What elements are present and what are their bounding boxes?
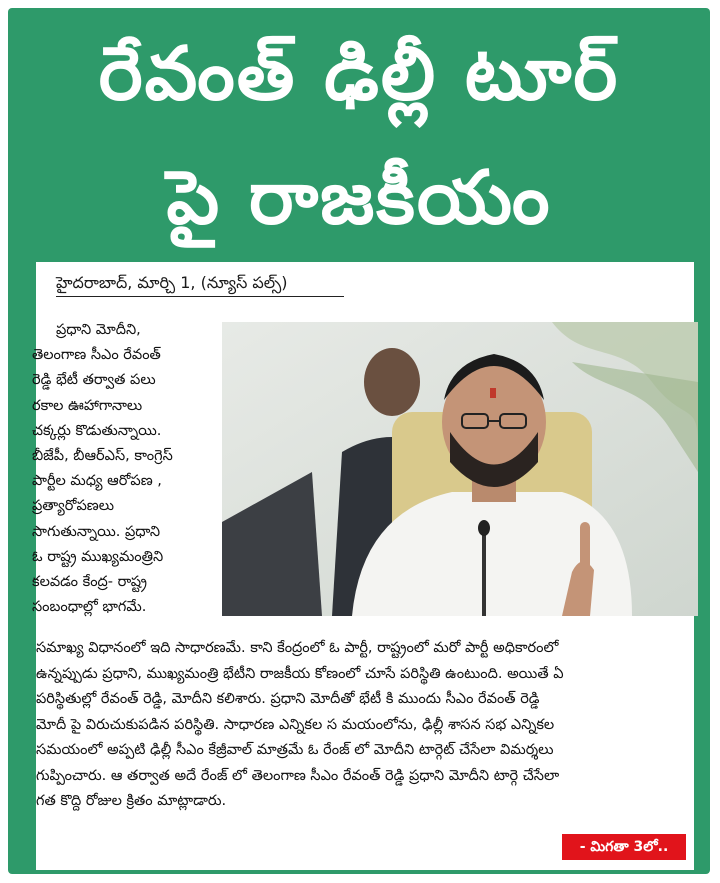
article-line: కలవడం కేంద్ర- రాష్ట్ర [32,574,147,591]
article-line: సమాఖ్య విధానంలో ఇది సాధారణమే. కాని కేంద్రంలో ఓ పార్టీ, రాష్ట్రంలో మరో పార్టీ అధికారంలో [36,640,559,656]
article-line: బీజేపీ, బీఆర్ఎస్, కాంగ్రెస్ [32,448,173,465]
article-line: గత కొద్ది రోజుల క్రితం మాట్లాడారు. [36,793,227,809]
article-line: తెలంగాణ సీఎం రేవంత్ [32,347,161,364]
headline-line-2: పై రాజకీయం [166,155,552,241]
article-line: సంబంధాల్లో భాగమే. [32,599,147,616]
article-line: ఓ రాష్ట్ర ముఖ్యమంత్రిని [32,548,164,565]
continued-badge: - మిగతా 3లో.. [562,834,686,860]
article-line: రకాల ఊహాగానాలు [32,397,143,414]
article-narrow-column [32,318,220,620]
article-wide-column [36,636,692,815]
article-line: ప్రధాని మోదీని, [56,322,141,338]
article-line: ప్రత్యారోపణలు [32,498,115,515]
article-line: మోదీ పై విరుచుకుపడిన పరిస్థితి. సాధారణ ఎన్నికల స మయంలోను, ఢిల్లీ శాసన సభ ఎన్నికల [36,716,555,733]
article-line: పరిస్థితుల్లో రేవంత్ రెడ్డి, మోదీని కలిశారు. ప్రధాని మోదీతో భేటీ కి ముందు సీఎం రేవంత్ రెడ్డి [36,691,540,707]
headline [8,8,710,258]
headline-line-1: రేవంత్ ఢిల్లీ టూర్ [98,31,620,117]
dateline: హైదరాబాద్, మార్చి 1, (న్యూస్ పల్స్) [56,270,344,297]
news-photo [222,322,698,616]
article-line: పార్టీల మధ్య ఆరోపణ , [32,473,162,490]
article-line: గుప్పించారు. ఆ తర్వాత అదే రేంజ్ లో తెలంగాణ సీఎం రేవంత్ రెడ్డి ప్రధాని మోదీని టార్గె చేసేలా [36,767,560,784]
article-line: ఉన్నప్పుడు ప్రధాని, ముఖ్యమంత్రి భేటీని రాజకీయ కోణంలో చూసే పరిస్థితి ఉంటుంది. అయితే ఏ [36,665,564,682]
article-line: సమయంలో అప్పటి ఢిల్లీ సీఎం కేజ్రీవాల్ మాత్రమే ఓ రేంజ్ లో మోదీని టార్గెట్ చేసేలా విమర్శలు [36,742,554,758]
article-line: చక్కర్లు కొడుతున్నాయి. [32,422,162,439]
article-line: రెడ్డి భేటీ తర్వాత పలు [32,372,156,389]
article-line: సాగుతున్నాయి. ప్రధాని [32,523,161,540]
